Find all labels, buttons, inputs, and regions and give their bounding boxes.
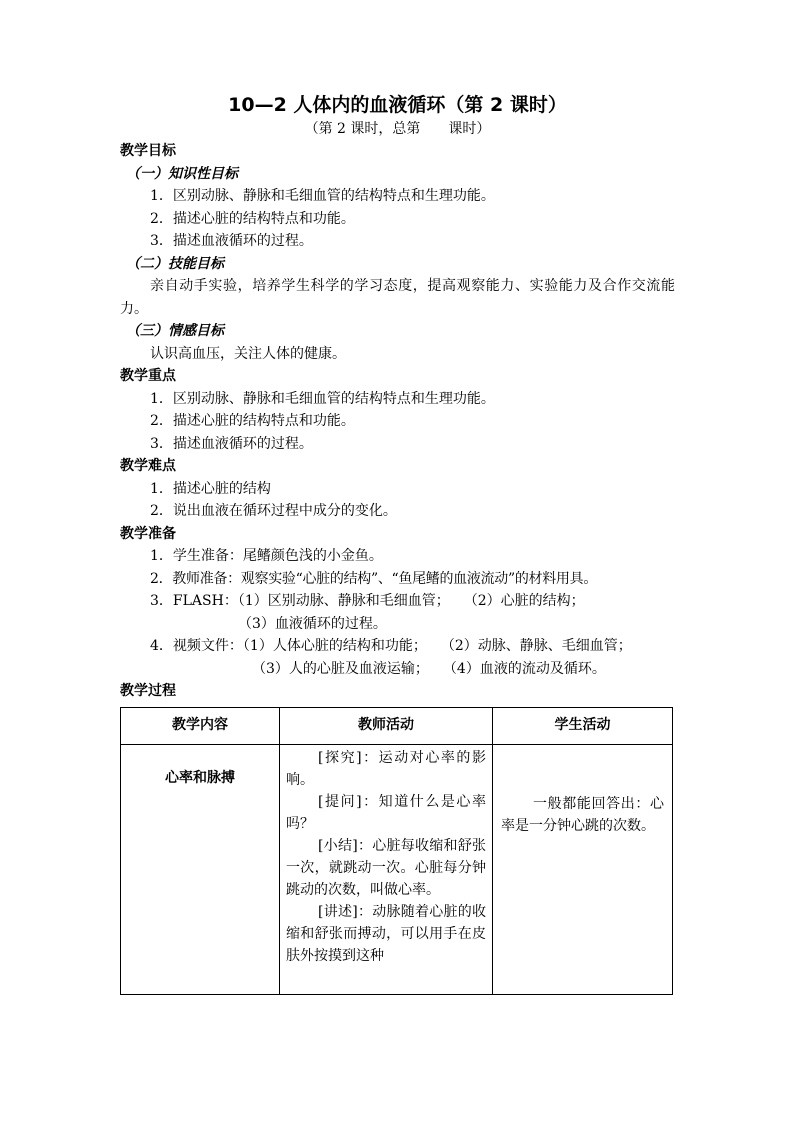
difficulties-heading: 教学难点: [120, 458, 176, 474]
knowledge-goal-item: 2．描述心脏的结构特点和功能。: [150, 210, 355, 227]
teacher-activity-paragraph: [提问]：知道什么是心率吗？: [286, 793, 486, 832]
column-header-student: 学生活动: [493, 707, 673, 744]
knowledge-goals-heading: （一）知识性目标: [126, 165, 238, 182]
key-point-item: 1．区别动脉、静脉和毛细血管的结构特点和生理功能。: [150, 390, 495, 407]
teacher-activity-paragraph: [探究]：运动对心率的影响。: [286, 749, 486, 788]
student-activity-paragraph: 一般都能回答出：心率是一分钟心跳的次数。: [501, 795, 664, 834]
emotion-goals-text: 认识高血压，关注人体的健康。: [150, 345, 346, 362]
page-title: 10—2 人体内的血液循环（第 2 课时）: [228, 94, 567, 116]
teacher-activity-paragraph: [讲述]：动脉随着心脏的收缩和舒张而搏动，可以用手在皮肤外按摸到这种: [286, 903, 486, 964]
preparation-item: 1．学生准备：尾鳍颜色浅的小金鱼。: [150, 548, 383, 564]
knowledge-goal-item: 1．区别动脉、静脉和毛细血管的结构特点和生理功能。: [150, 188, 495, 204]
preparation-item-continuation: （3）人的心脏及血液运输； （4）血液的流动及循环。: [252, 660, 606, 677]
key-points-heading: 教学重点: [120, 368, 176, 384]
key-point-item: 2．描述心脏的结构特点和功能。: [150, 413, 355, 429]
skill-goals-text: 亲自动手实验，培养学生科学的学习态度，提高观察能力、实验能力及合作交流能力。: [120, 278, 675, 317]
table-header-row: [121, 707, 673, 744]
student-activity-cell: [493, 744, 673, 994]
preparation-item: 2．教师准备：观察实验“心脏的结构”、“鱼尾鳍的血液流动”的材料用具。: [150, 570, 598, 587]
teacher-activity-cell: [280, 744, 493, 994]
table-row: [121, 744, 673, 994]
preparation-item: 3．FLASH：（1）区别动脉、静脉和毛细血管； （2）心脏的结构；: [150, 593, 585, 609]
difficulty-item: 2．说出血液在循环过程中成分的变化。: [150, 503, 397, 519]
goals-heading: 教学目标: [120, 143, 176, 159]
preparation-item-continuation: （3）血液循环的过程。: [238, 615, 387, 632]
preparation-heading: 教学准备: [120, 525, 176, 542]
column-header-content: 教学内容: [121, 707, 280, 744]
difficulty-item: 1．描述心脏的结构: [150, 480, 271, 497]
column-header-teacher: 教师活动: [280, 707, 493, 744]
knowledge-goal-item: 3．描述血液循环的过程。: [150, 233, 313, 249]
process-heading: 教学过程: [120, 683, 176, 699]
preparation-item: 4．视频文件：（1）人体心脏的结构和功能； （2）动脉、静脉、毛细血管；: [150, 638, 632, 654]
teacher-activity-paragraph: [小结]：心脏每收缩和舒张一次，就跳动一次。心脏每分钟跳动的次数，叫做心率。: [286, 837, 486, 898]
skill-goals-heading: （二）技能目标: [126, 255, 224, 272]
process-table: [120, 707, 673, 995]
key-point-item: 3．描述血液循环的过程。: [150, 435, 313, 452]
page-subtitle: （第 2 课时，总第 课时）: [304, 121, 491, 137]
emotion-goals-heading: （三）情感目标: [126, 323, 224, 339]
document-page: [120, 92, 675, 995]
content-cell: 心率和脉搏: [121, 744, 280, 994]
